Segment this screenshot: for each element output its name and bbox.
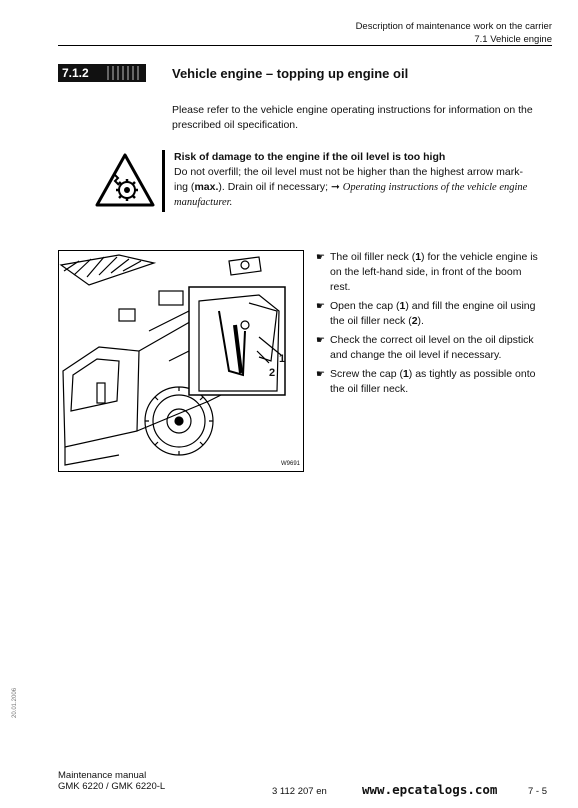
intro-line: prescribed oil specification. [172, 119, 299, 131]
footer-left [58, 770, 165, 792]
pointing-hand-icon: ☛ [316, 252, 325, 263]
footer-manual: Maintenance manual [58, 770, 147, 781]
arrow-right-icon: ➞ [331, 181, 340, 193]
header-section: 7.1 Vehicle engine [474, 34, 552, 45]
figure-callout-1: 1 [279, 353, 286, 365]
figure-callout-2: 2 [269, 367, 276, 379]
list-item: ☛ The oil filler neck (1) for the vehicle engine is on the left-hand side, in front of the boom rest. [316, 251, 538, 293]
crane-illustration [58, 250, 304, 472]
list-item: ☛ Check the correct oil level on the oil dipstick and change the oil level if necessary. [316, 334, 534, 361]
warning-gear-icon [94, 152, 156, 213]
header-rule [58, 45, 552, 46]
warning-bar [162, 150, 165, 212]
list-item: ☛ Screw the cap (1) as tightly as possible onto the oil filler neck. [316, 368, 536, 395]
warning-line: ing (max.). Drain oil if necessary; ➞ Operating instructions of the vehicle engine [174, 181, 528, 193]
watermark: www.epcatalogs.com [362, 782, 498, 797]
steps-list [316, 250, 566, 401]
warning-line: Do not overfill; the oil level must not be higher than the highest arrow mark- [174, 166, 524, 178]
section-number-pattern [104, 66, 142, 80]
warning-title: Risk of damage to the engine if the oil level is too high [174, 151, 446, 163]
header-chapter: Description of maintenance work on the carrier [355, 21, 552, 32]
figure-code: W9691 [281, 461, 301, 467]
section-title: Vehicle engine – topping up engine oil [172, 66, 409, 81]
footer-docnum: 3 112 207 en [272, 786, 327, 797]
intro-line: Please refer to the vehicle engine operating instructions for information on the [172, 104, 533, 116]
section-number-box [58, 64, 146, 82]
pointing-hand-icon: ☛ [316, 335, 325, 346]
pointing-hand-icon: ☛ [316, 301, 325, 312]
page-number: 7 - 5 [528, 786, 548, 797]
pointing-hand-icon: ☛ [316, 369, 325, 380]
section-number: 7.1.2 [62, 66, 89, 80]
footer-models: GMK 6220 / GMK 6220-L [58, 781, 166, 792]
side-date: 20.01.2006 [12, 687, 18, 718]
warning-line: manufacturer. [174, 197, 233, 208]
intro-paragraph [172, 103, 557, 133]
warning-text [174, 150, 560, 210]
list-item: ☛ Open the cap (1) and fill the engine oil using the oil filler neck (2). [316, 300, 536, 327]
running-header [356, 20, 552, 46]
